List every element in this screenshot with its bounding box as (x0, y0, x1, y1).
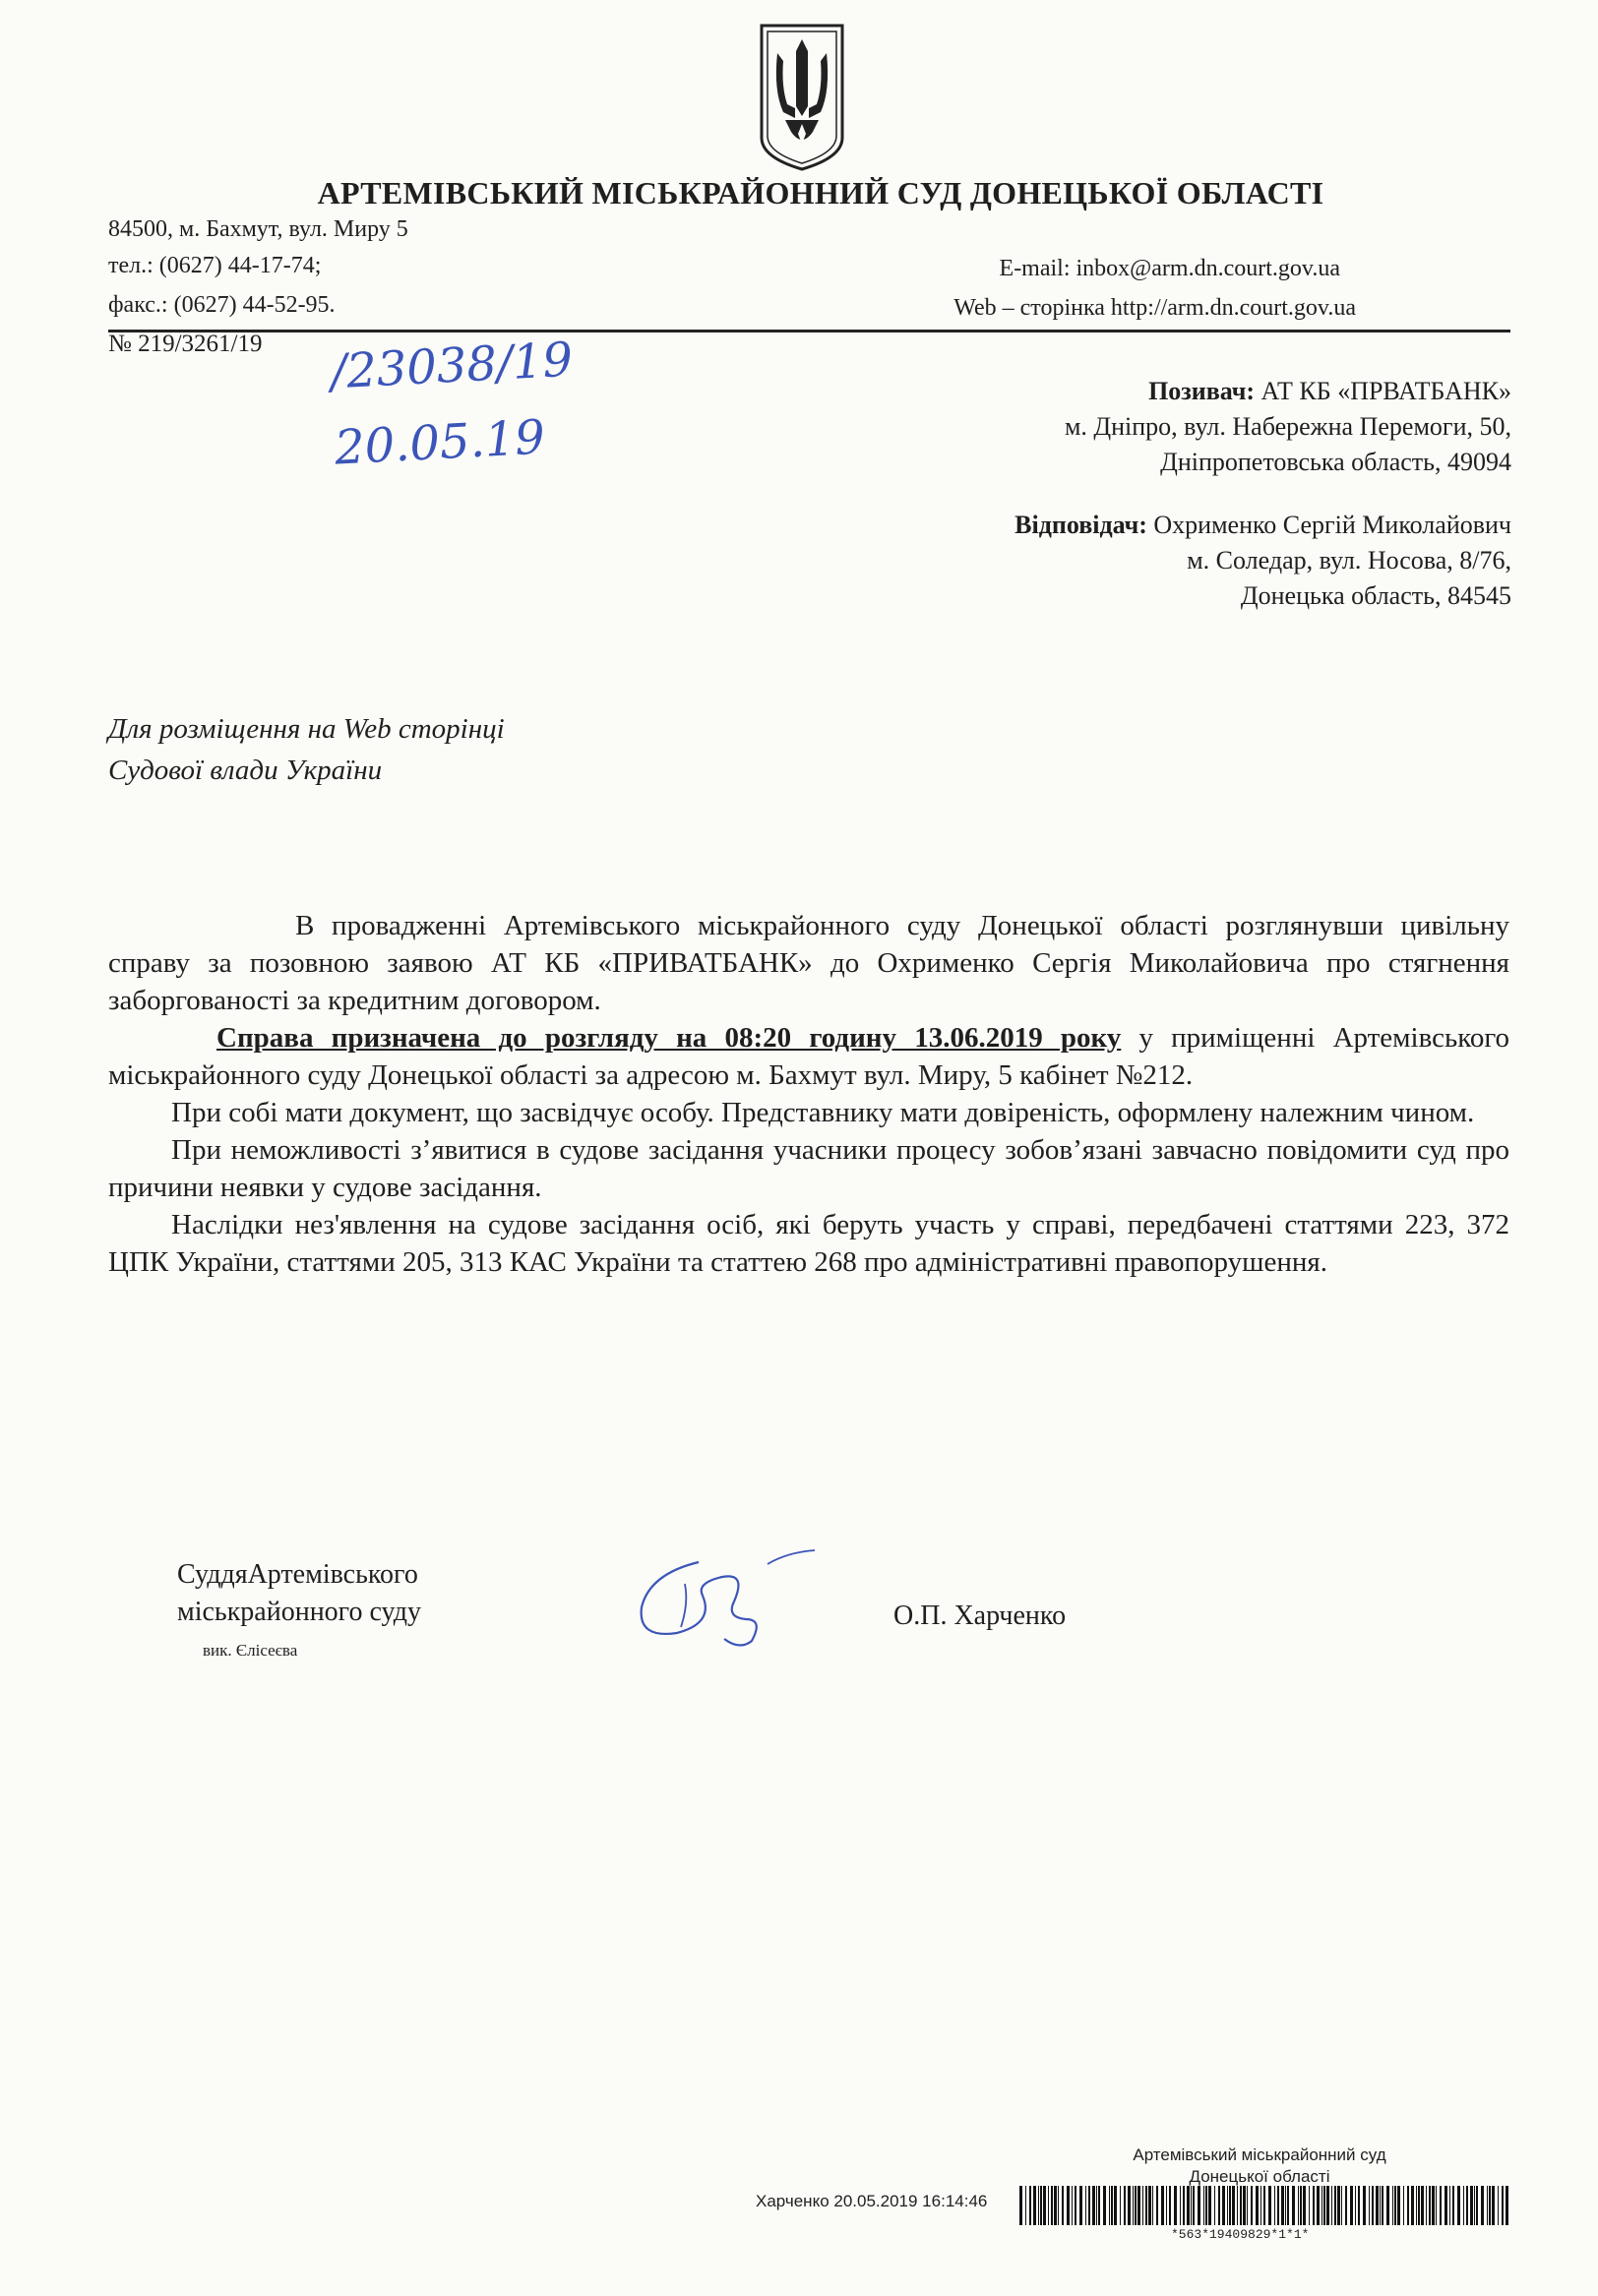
plaintiff-block (1065, 374, 1511, 480)
barcode-bar (1436, 2186, 1437, 2225)
barcode-bar (1135, 2186, 1137, 2225)
header-divider (108, 330, 1510, 332)
barcode-bar (1075, 2186, 1076, 2225)
barcode-bar (1120, 2186, 1121, 2225)
barcode-bar (1148, 2186, 1151, 2225)
barcode-bar (1054, 2186, 1057, 2225)
barcode-bar (1432, 2186, 1435, 2225)
defendant-address: м. Соледар, вул. Носова, 8/76, (1187, 546, 1511, 574)
barcode-bar (1243, 2186, 1246, 2225)
plaintiff-label: Позивач: (1148, 377, 1256, 405)
case-number: № 219/3261/19 (108, 331, 263, 357)
barcode-bar (1386, 2186, 1389, 2225)
barcode-bar (1040, 2186, 1042, 2225)
defendant-label: Відповідач: (1014, 511, 1147, 539)
barcode-bar (1203, 2186, 1204, 2225)
barcode-bar (1470, 2186, 1473, 2225)
stamp-meta: Харченко 20.05.2019 16:14:46 (756, 2192, 988, 2210)
barcode-bar (1222, 2186, 1225, 2225)
barcode-bar (1498, 2186, 1499, 2225)
court-email: E-mail: inbox@arm.dn.court.gov.ua (999, 256, 1340, 281)
barcode-bar (1183, 2186, 1185, 2225)
barcode-bar (1193, 2186, 1195, 2225)
barcode-bar (1392, 2186, 1393, 2225)
barcode-bar (1313, 2186, 1315, 2225)
barcode-bar (1019, 2186, 1022, 2225)
barcode-bar (1240, 2186, 1242, 2225)
barcode-bar (1229, 2186, 1231, 2225)
barcode-bar (1268, 2186, 1271, 2225)
barcode-bar (1418, 2186, 1420, 2225)
defendant-name: Охрименко Сергій Миколайович (1153, 511, 1511, 539)
barcode-bar (1256, 2186, 1259, 2225)
barcode-bar (1128, 2186, 1131, 2225)
barcode-bar (1285, 2186, 1286, 2225)
executor: вик. Єлісеєва (203, 1641, 298, 1660)
barcode-bar (1298, 2186, 1299, 2225)
barcode-bar (1502, 2186, 1504, 2225)
barcode-bar (1169, 2186, 1171, 2225)
barcode-bar (1345, 2186, 1347, 2225)
barcode-bar (1287, 2186, 1289, 2225)
court-address: 84500, м. Бахмут, вул. Миру 5 (108, 216, 408, 242)
barcode-bar (1394, 2186, 1396, 2225)
barcode-bar (1067, 2186, 1070, 2225)
barcode-bar (1466, 2186, 1468, 2225)
barcode-bar (1506, 2186, 1508, 2225)
hearing-date-highlight: Справа призначена до розгляду на 08:20 годину 13.06.2019 року (216, 1022, 1122, 1054)
barcode-bar (1407, 2186, 1409, 2225)
barcode-bar (1429, 2186, 1431, 2225)
barcode-bar (1191, 2186, 1192, 2225)
barcode-bar (1355, 2186, 1356, 2225)
barcode-bar (1166, 2186, 1167, 2225)
barcode-bar (1326, 2186, 1329, 2225)
paragraph-absence: При неможливості з’явитися в судове засідання учасники процесу зобов’язані завчасно повідомити суд про причини неявки у судове засідання. (108, 1134, 1509, 1203)
barcode-bar (1237, 2186, 1238, 2225)
barcode-bar (1114, 2186, 1117, 2225)
paragraph-hearing (108, 1019, 1509, 1094)
court-title: АРТЕМІВСЬКИЙ МІСЬКРАЙОННИЙ СУД ДОНЕЦЬКОЇ ОБЛАСТІ (317, 175, 1324, 211)
court-phone: тел.: (0627) 44-17-74; (108, 253, 322, 278)
stamp-court (1082, 2145, 1437, 2188)
judge-title-line-1: СуддяАртемівського (177, 1559, 418, 1590)
barcode-bar (1033, 2186, 1036, 2225)
barcode-bar (1376, 2186, 1379, 2225)
barcode-bar (1072, 2186, 1073, 2225)
barcode-bar (1098, 2186, 1100, 2225)
handwritten-registration-date: 20.05.19 (333, 409, 547, 476)
notice-body (108, 907, 1509, 1281)
barcode-bar (1079, 2186, 1082, 2225)
barcode-bar (1411, 2186, 1414, 2225)
stamp-court-line-1: Артемівський міськрайонний суд (1133, 2145, 1386, 2164)
barcode-bar (1334, 2186, 1336, 2225)
barcode-text: *563*19409829*1*1* (1171, 2227, 1310, 2242)
purpose-line-1: Для розміщення на Web сторінці (108, 713, 505, 745)
judge-title-line-2: міськрайонного суду (177, 1597, 422, 1627)
barcode-bar (1051, 2186, 1053, 2225)
barcode-bar (1058, 2186, 1059, 2225)
barcode-bar (1085, 2186, 1086, 2225)
plaintiff-address: м. Дніпро, вул. Набережна Перемоги, 50, (1064, 412, 1511, 441)
barcode-bar (1161, 2186, 1164, 2225)
barcode-bar (1416, 2186, 1417, 2225)
barcode-bar (1263, 2186, 1265, 2225)
defendant-block (1014, 508, 1511, 614)
barcode-bar (1124, 2186, 1126, 2225)
barcode-bar (1137, 2186, 1140, 2225)
judge-name: О.П. Харченко (893, 1601, 1067, 1631)
barcode-bar (1403, 2186, 1404, 2225)
barcode-bar (1103, 2186, 1106, 2225)
barcode-bar (1029, 2186, 1031, 2225)
barcode-bar (1331, 2186, 1332, 2225)
paragraph-consequences: Наслідки нез'явлення на судове засідання осіб, які беруть участь у справі, передбачені статтями 223, 372 ЦПК України, статтями 205, 313 КАС України та статтею 268 про адміністративні правопорушення. (108, 1209, 1509, 1278)
barcode-bar (1317, 2186, 1320, 2225)
barcode-bar (1463, 2186, 1464, 2225)
barcode-bar (1142, 2186, 1143, 2225)
barcode (1019, 2186, 1511, 2225)
barcode-bar (1481, 2186, 1484, 2225)
barcode-bar (1133, 2186, 1134, 2225)
plaintiff-region: Дніпропетовська область, 49094 (1160, 448, 1511, 476)
defendant-region: Донецька область, 84545 (1240, 581, 1511, 610)
barcode-bar (1088, 2186, 1090, 2225)
barcode-bar (1452, 2186, 1454, 2225)
handwritten-signature-icon (630, 1544, 827, 1653)
barcode-bar (1487, 2186, 1488, 2225)
barcode-bar (1372, 2186, 1374, 2225)
barcode-bar (1457, 2186, 1460, 2225)
handwritten-registration-number: /23038/19 (329, 332, 575, 400)
coat-of-arms-icon (756, 22, 848, 171)
barcode-bar (1300, 2186, 1302, 2225)
barcode-bar (1426, 2186, 1427, 2225)
barcode-bar (1358, 2186, 1360, 2225)
barcode-bar (1145, 2186, 1147, 2225)
paragraph-documents: При собі мати документ, що засвідчує особу. Представнику мати довіреність, оформлену належним чином. (171, 1097, 1475, 1128)
barcode-bar (1232, 2186, 1235, 2225)
barcode-bar (1247, 2186, 1248, 2225)
barcode-bar (1323, 2186, 1325, 2225)
paragraph-case: В провадженні Артемівського міськрайонного суду Донецької області розглянувши цивільну справу за позовною заявою АТ КБ «ПРИВАТБАНК» до Охрименко Сергія Миколайовича про стягнення заборгованості за кредитним договором. (108, 910, 1509, 1016)
judge-title (177, 1556, 421, 1631)
purpose-note (108, 708, 505, 791)
barcode-bar (1096, 2186, 1097, 2225)
barcode-bar (1382, 2186, 1383, 2225)
purpose-line-2: Судової влади України (108, 755, 383, 786)
barcode-bar (1449, 2186, 1450, 2225)
barcode-bar (1489, 2186, 1491, 2225)
plaintiff-name: АТ КБ «ПРВАТБАНК» (1260, 377, 1511, 405)
barcode-bar (1369, 2186, 1370, 2225)
barcode-bar (1474, 2186, 1475, 2225)
barcode-bar (1292, 2186, 1295, 2225)
barcode-bar (1156, 2186, 1158, 2225)
barcode-bar (1111, 2186, 1113, 2225)
barcode-bar (1363, 2186, 1366, 2225)
barcode-bar (1092, 2186, 1095, 2225)
court-fax: факс.: (0627) 44-52-95. (108, 292, 336, 318)
barcode-bar (1476, 2186, 1478, 2225)
barcode-bar (1180, 2186, 1181, 2225)
barcode-bar (1421, 2186, 1424, 2225)
court-website: Web – сторінка http://arm.dn.court.gov.ua (953, 295, 1356, 321)
barcode-bar (1337, 2186, 1340, 2225)
barcode-bar (1208, 2186, 1211, 2225)
barcode-bar (1260, 2186, 1261, 2225)
barcode-bar (1038, 2186, 1039, 2225)
stamp-court-line-2: Донецької області (1189, 2167, 1330, 2186)
barcode-bar (1341, 2186, 1342, 2225)
barcode-bar (1048, 2186, 1049, 2225)
hearing-location: у приміщенні Артемівського міськрайонного суду Донецької області за адресою м. Бахмут вул. Миру, 5 кабінет №212. (108, 1022, 1509, 1091)
barcode-bar (1174, 2186, 1177, 2225)
barcode-bar (1152, 2186, 1153, 2225)
barcode-bar (1109, 2186, 1110, 2225)
barcode-bar (1043, 2186, 1046, 2225)
barcode-bar (1397, 2186, 1400, 2225)
barcode-bar (1218, 2186, 1220, 2225)
barcode-bar (1251, 2186, 1253, 2225)
barcode-bar (1444, 2186, 1447, 2225)
barcode-bar (1350, 2186, 1353, 2225)
barcode-bar (1198, 2186, 1200, 2225)
barcode-bar (1380, 2186, 1381, 2225)
barcode-bar (1309, 2186, 1310, 2225)
barcode-bar (1025, 2186, 1026, 2225)
barcode-bar (1303, 2186, 1306, 2225)
barcode-bar (1187, 2186, 1190, 2225)
barcode-bar (1062, 2186, 1064, 2225)
barcode-bar (1277, 2186, 1279, 2225)
barcode-bar (1492, 2186, 1495, 2225)
barcode-bar (1205, 2186, 1207, 2225)
barcode-bar (1440, 2186, 1442, 2225)
barcode-bar (1274, 2186, 1275, 2225)
barcode-bar (1214, 2186, 1215, 2225)
barcode-bar (1321, 2186, 1322, 2225)
barcode-bar (1227, 2186, 1228, 2225)
barcode-bar (1281, 2186, 1284, 2225)
